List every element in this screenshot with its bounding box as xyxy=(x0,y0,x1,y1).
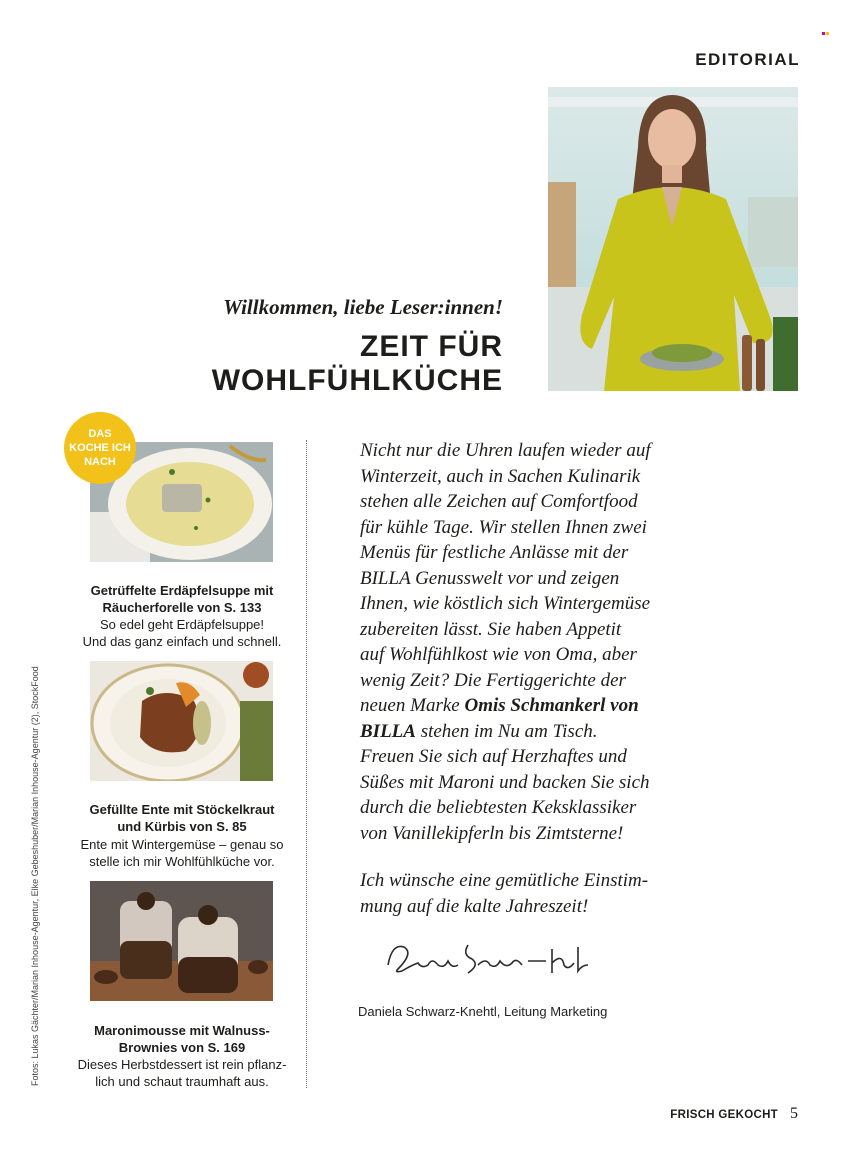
brand-name: BILLA xyxy=(360,720,416,742)
recipe-title-line: Brownies von S. 169 xyxy=(118,1040,246,1055)
recipe-description-line: Und das ganz einfach und schnell. xyxy=(82,634,282,649)
body-line: zubereiten lässt. Sie haben Appetit xyxy=(360,618,622,640)
recipe-title-line: Getrüffelte Erdäpfelsuppe mit xyxy=(90,583,274,598)
column-divider xyxy=(306,440,307,1088)
body-line: Menüs für festliche Anlässe mit der xyxy=(360,542,629,563)
body-line: Süßes mit Maroni und backen Sie sich xyxy=(360,771,650,793)
badge-line-3: NACH xyxy=(84,456,116,468)
recipe-image-duck xyxy=(90,661,273,781)
body-line: wenig Zeit? Die Fertiggerichte der xyxy=(360,669,626,691)
body-line: Winterzeit, auch in Sachen Kulinarik xyxy=(360,465,641,487)
recipe-description-3 xyxy=(62,1056,302,1090)
body-line xyxy=(360,719,800,745)
body-line: Freuen Sie sich auf Herzhaftes und xyxy=(360,746,627,767)
recipe-title-line: Maronimousse mit Walnuss- xyxy=(94,1023,270,1038)
body-line xyxy=(360,693,800,719)
print-color-mark xyxy=(822,22,830,26)
page-number: 5 xyxy=(790,1105,798,1122)
magazine-name: FRISCH GEKOCHT xyxy=(670,1109,778,1121)
body-line: Nicht nur die Uhren laufen wieder auf xyxy=(360,440,651,461)
body-text-fragment: stehen im Nu am Tisch. xyxy=(415,720,598,742)
body-line: BILLA Genusswelt vor und zeigen xyxy=(360,567,620,589)
recipe-title-line: Räucherforelle von S. 133 xyxy=(102,600,262,615)
handwritten-signature xyxy=(382,935,592,985)
body-line: durch die beliebtesten Keksklassiker xyxy=(360,797,637,818)
recipe-description-line: lich und schaut traumhaft aus. xyxy=(95,1074,269,1089)
closing-line: mung auf die kalte Jahreszeit! xyxy=(360,895,589,917)
photo-credit: Fotos: Lukas Gächter/Marian Inhouse-Agentur, Elke Gebeshuber/Marian Inhouse-Agentur (2), StockFood xyxy=(30,666,40,1086)
body-text-fragment: neuen Marke xyxy=(360,695,465,716)
body-line: auf Wohlfühlkost wie von Oma, aber xyxy=(360,644,637,665)
body-line: von Vanillekipferln bis Zimtsterne! xyxy=(360,822,624,844)
recipe-image-dessert xyxy=(90,881,273,1001)
headline-line-1: ZEIT FÜR xyxy=(360,330,503,363)
body-line: für kühle Tage. Wir stellen Ihnen zwei xyxy=(360,516,647,538)
recipe-description-line: stelle ich mir Wohlfühlküche vor. xyxy=(89,854,275,869)
badge-line-2: KOCHE ICH xyxy=(69,442,131,454)
body-line: stehen alle Zeichen auf Comfortfood xyxy=(360,491,638,512)
recipe-title-line: Gefüllte Ente mit Stöckelkraut xyxy=(89,802,275,817)
recipe-description-line: Dieses Herbstdessert ist rein pflanz- xyxy=(77,1057,287,1072)
welcome-greeting: Willkommen, liebe Leser:innen! xyxy=(223,295,503,319)
brand-name: Omis Schmankerl von xyxy=(464,695,639,716)
recipe-title-2[interactable] xyxy=(62,801,302,835)
signature-caption: Daniela Schwarz-Knehtl, Leitung Marketing xyxy=(358,1004,608,1019)
body-line: Ihnen, wie köstlich sich Wintergemüse xyxy=(360,593,651,614)
recipe-description-1 xyxy=(62,616,302,650)
section-label: EDITORIAL xyxy=(695,50,800,69)
cook-this-badge xyxy=(64,412,136,484)
recipe-title-3[interactable] xyxy=(62,1022,302,1056)
editorial-body xyxy=(360,438,800,919)
recipe-description-line: So edel geht Erdäpfelsuppe! xyxy=(99,617,265,632)
recipe-description-2 xyxy=(62,836,302,870)
author-portrait-photo xyxy=(548,87,798,391)
badge-line-1: DAS xyxy=(88,428,112,440)
headline-line-2: WOHLFÜHLKÜCHE xyxy=(211,364,503,397)
closing-line: Ich wünsche eine gemütliche Einstim- xyxy=(360,870,649,891)
recipe-title-line: und Kürbis von S. 85 xyxy=(117,819,247,834)
page-headline xyxy=(212,330,503,398)
recipe-title-1[interactable] xyxy=(62,582,302,616)
recipe-description-line: Ente mit Wintergemüse – genau so xyxy=(80,837,284,852)
